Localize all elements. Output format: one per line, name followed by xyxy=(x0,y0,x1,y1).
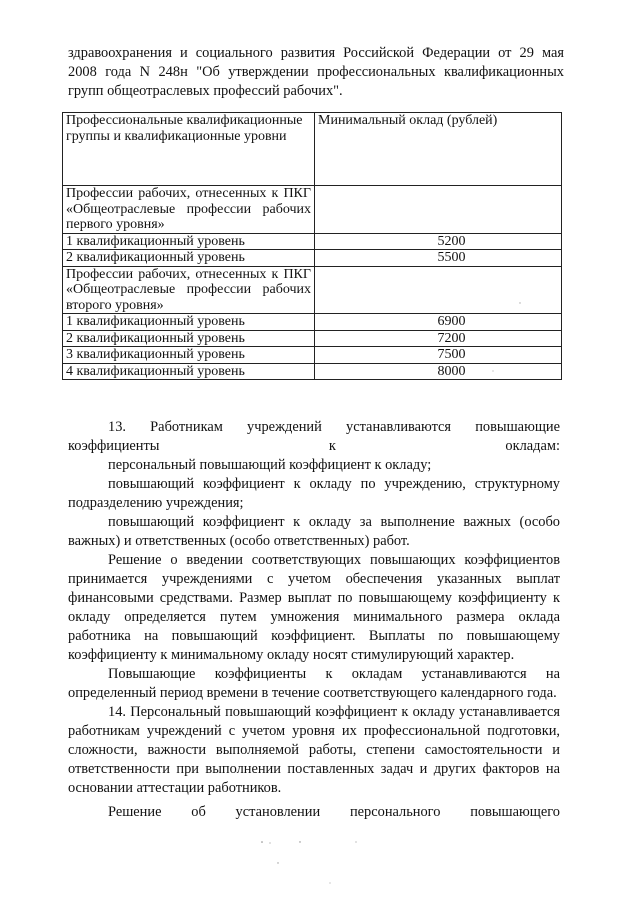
intro-line-2: 2008 года N 248н "Об утверждении профессиональных квалификационных xyxy=(68,64,564,80)
paragraph-coefficient-period: Повышающие коэффициенты к окладам устанавливаются на определенный период времени в течение соответствующего календарного года. xyxy=(68,666,560,701)
group-title: Профессии рабочих, отнесенных к ПКГ «Общеотраслевые профессии рабочих второго уровня» xyxy=(63,266,315,314)
salary-value: 6900 xyxy=(315,314,562,331)
level-label: 1 квалификационный уровень xyxy=(63,314,315,331)
salary-value: 7500 xyxy=(315,347,562,364)
paragraph-institution-coefficient: повышающий коэффициент к окладу по учреждению, структурному подразделению учреждения; xyxy=(68,476,560,511)
level-label: 2 квалификационный уровень xyxy=(63,250,315,267)
paragraph-decision-personal: Решение об установлении персонального повышающего xyxy=(108,804,560,820)
salary-value: 7200 xyxy=(315,330,562,347)
intro-line-3: групп общеотраслевых профессий рабочих". xyxy=(68,83,343,99)
level-label: 1 квалификационный уровень xyxy=(63,233,315,250)
header-qualification-groups: Профессиональные квалификационные группы и квалификационные уровни xyxy=(63,113,315,186)
level-label: 4 квалификационный уровень xyxy=(63,363,315,380)
level-label: 3 квалификационный уровень xyxy=(63,347,315,364)
salary-value: 5500 xyxy=(315,250,562,267)
group-title: Профессии рабочих, отнесенных к ПКГ «Общеотраслевые профессии рабочих первого уровня» xyxy=(63,186,315,234)
level-label: 2 квалификационный уровень xyxy=(63,330,315,347)
paragraph-decision-coefficients: Решение о введении соответствующих повышающих коэффициентов принимается учреждениями с учетом обеспечения указанных выплат финансовыми средствами. Размер выплат по повышающему коэффициенту к окладу определяется путем умножения минимального размера оклада работника на повышающий коэффициент. Выплаты по повышающему коэффициенту к минимальному окладу носят стимулирующий характер. xyxy=(68,552,560,663)
paragraph-important-work-coefficient: повышающий коэффициент к окладу за выполнение важных (особо важных) и ответственных (особо ответственных) работ. xyxy=(68,514,560,549)
paragraph-personal-coefficient: персональный повышающий коэффициент к окладу; xyxy=(108,457,432,473)
paragraph-13: 13. Работникам учреждений устанавливаются повышающие коэффициенты к окладам: xyxy=(68,419,560,454)
intro-line-1: здравоохранения и социального развития Российской Федерации от 29 мая xyxy=(68,45,564,61)
salary-value: 5200 xyxy=(315,233,562,250)
paragraph-14: 14. Персональный повышающий коэффициент к окладу устанавливается работникам учреждений с учетом уровня их профессиональной подготовки, сложности, важности выполняемой работы, степени самостоятельности и ответственности при выполнении поставленных задач и других факторов на основании аттестации работников. xyxy=(68,704,560,796)
salary-value: 8000 xyxy=(315,363,562,380)
header-minimum-salary: Минимальный оклад (рублей) xyxy=(315,113,562,186)
